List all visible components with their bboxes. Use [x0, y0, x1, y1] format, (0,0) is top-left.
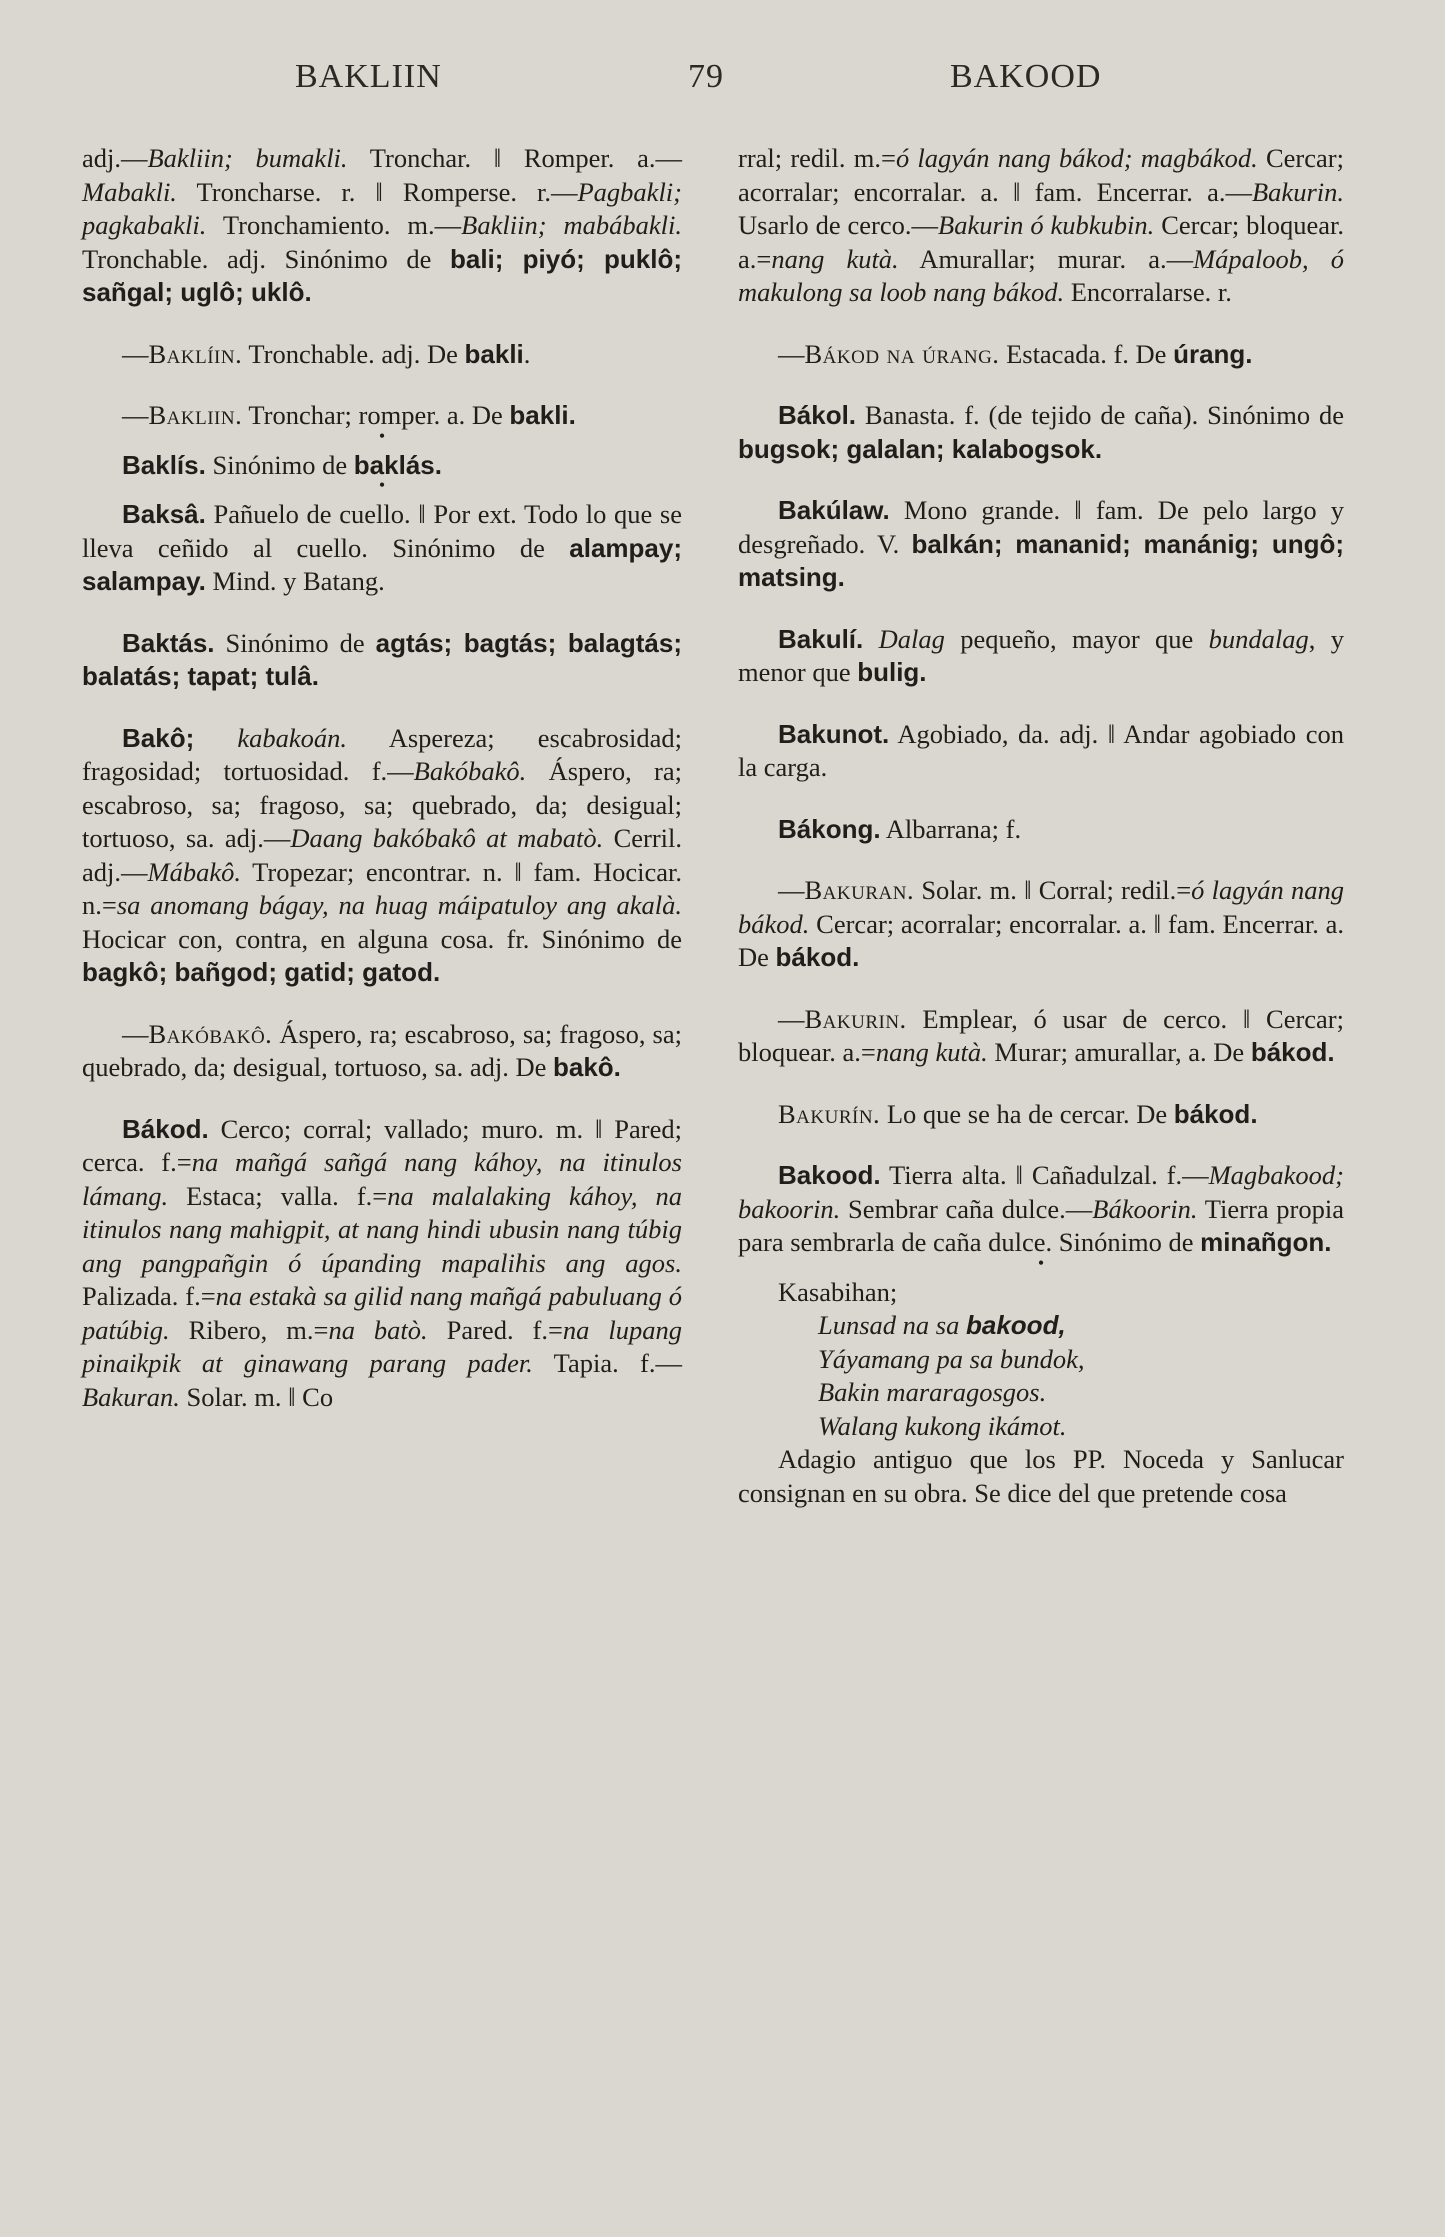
saying-verse: Yáyamang pa sa bundok,	[818, 1343, 1085, 1374]
running-head-left: BAKLIIN	[295, 58, 442, 95]
entry-bakong: Bákong. Albarrana; f.	[778, 813, 1022, 844]
entry-bakod-cont: rral; redil. m.=ó lagyán nang bákod; magbákod. Cercar; acorralar; encorralar. a. ‖ fam. Encerrar. a.—Bakurin. Usarlo de cerco.—Bakurin ó kubkubin. Cercar; bloquear. a.=nang kutà. Amurallar; murar. a.—Mápaloob, ó makulong sa loob nang bákod. Encorralarse. r.	[738, 143, 1344, 307]
entry-bako: Bakô; kabakoán. Aspereza; escabrosidad; fragosidad; tortuosidad. f.—Bakóbakô. Áspero, ra; escabroso, sa; fragoso, sa; quebrado, da; desigual; tortuoso, sa. adj.—Daang bakóbakô at mabatò. Cerril. adj.—Mábakô. Tropezar; encontrar. n. ‖ fam. Hocicar. n.=sa anomang bágay, na huag máipatuloy ang akalà. Hocicar con, contra, en alguna cosa. fr. Sinónimo de bagkô; bañgod; gatid; gatod.	[82, 722, 683, 987]
entry-bakuran: —Bakuran. Solar. m. ‖ Corral; redil.=ó lagyán nang bákod. Cercar; acorralar; encorralar. a. ‖ fam. Encerrar. a. De bákod.	[738, 875, 1344, 972]
running-head-right: BAKOOD	[950, 58, 1102, 95]
separator-dot: •	[378, 475, 386, 495]
saying-note: Adagio antiguo que los PP. Noceda y Sanlucar consignan en su obra. Se dice del que pretende cosa	[738, 1444, 1344, 1508]
left-column	[82, 142, 682, 1442]
saying-verse: Lunsad na sa bakood,	[818, 1310, 1066, 1340]
separator-dot: •	[378, 425, 386, 446]
entry-bakurin-2: Bakurín. Lo que se ha de cercar. De bákod.	[778, 1098, 1258, 1129]
saying-block	[738, 1276, 1344, 1444]
saying-verse: Walang kukong ikámot.	[818, 1410, 1067, 1441]
entry-bakliin-verb: —Bakliin. Tronchar; romper. a. De bakli.	[122, 400, 576, 430]
entry-bakulaw: Bakúlaw. Mono grande. ‖ fam. De pelo largo y desgreñado. V. balkán; mananid; manánig; ungô; matsing.	[738, 495, 1345, 592]
entry-bakod-na-urang: —Bákod na úrang. Estacada. f. De úrang.	[778, 338, 1253, 369]
entry-baklis: Baklís. Sinónimo de baklás.	[122, 449, 442, 480]
right-column	[738, 142, 1344, 1538]
entry-bakuli: Bakulí. Dalag pequeño, mayor que bundalag, y menor que bulig.	[738, 623, 1344, 687]
entry-bakliin: adj.—Bakliin; bumakli. Tronchar. ‖ Romper. a.—Mabakli. Troncharse. r. ‖ Romperse. r.—Pagbakli; pagkabakli. Tronchamiento. m.—Bakliin; mabábakli. Tronchable. adj. Sinónimo de bali; piyó; puklô; sañgal; uglô; uklô.	[82, 143, 682, 307]
entry-bakobako: —Bakóbakô. Áspero, ra; escabroso, sa; fragoso, sa; quebrado, da; desigual, tortuoso, sa. adj. De bakô.	[82, 1018, 682, 1082]
entry-bakliin-adj: —Baklíin. Tronchable. adj. De bakli.	[122, 338, 531, 369]
entry-baksa: Baksâ. Pañuelo de cuello. ‖ Por ext. Todo lo que se lleva ceñido al cuello. Sinónimo de alampay; salampay. Mind. y Batang.	[82, 499, 682, 596]
entry-bakol: Bákol. Banasta. f. (de tejido de caña). Sinónimo de bugsok; galalan; kalabogsok.	[738, 400, 1344, 464]
page-number: 79	[688, 58, 724, 95]
entry-bakood: Bakood. Tierra alta. ‖ Cañadulzal. f.—Magbakood; bakoorin. Sembrar caña dulce.—Bákoorin. Tierra propia para sembrarla de caña dulce. Sinónimo de minañgon.	[738, 1160, 1344, 1257]
separator-dot: •	[1037, 1252, 1045, 1273]
entry-bakurin: —Bakurin. Emplear, ó usar de cerco. ‖ Cercar; bloquear. a.=nang kutà. Murar; amurallar, a. De bákod.	[738, 1003, 1344, 1067]
saying-label: Kasabihan;	[778, 1276, 898, 1307]
saying-verse: Bakin mararagosgos.	[818, 1377, 1047, 1407]
entry-bakunot: Bakunot. Agobiado, da. adj. ‖ Andar agobiado con la carga.	[738, 718, 1344, 782]
entry-bakod: Bákod. Cerco; corral; vallado; muro. m. ‖ Pared; cerca. f.=na mañgá sañgá nang káhoy, na itinulos lámang. Estaca; valla. f.=na malalaking káhoy, na itinulos nang mahigpit, at nang hindi ubusin nang túbig ang pangpañgin ó úpanding mapalihis ang agos. Palizada. f.=na estakà sa gilid nang mañgá pabuluang ó patúbig. Ribero, m.=na batò. Pared. f.=na lupang pinaikpik at ginawang parang pader. Tapia. f.—Bakuran. Solar. m. ‖ Co	[82, 1113, 682, 1412]
entry-baktas: Baktás. Sinónimo de agtás; bagtás; balagtás; balatás; tapat; tulâ.	[82, 627, 682, 691]
